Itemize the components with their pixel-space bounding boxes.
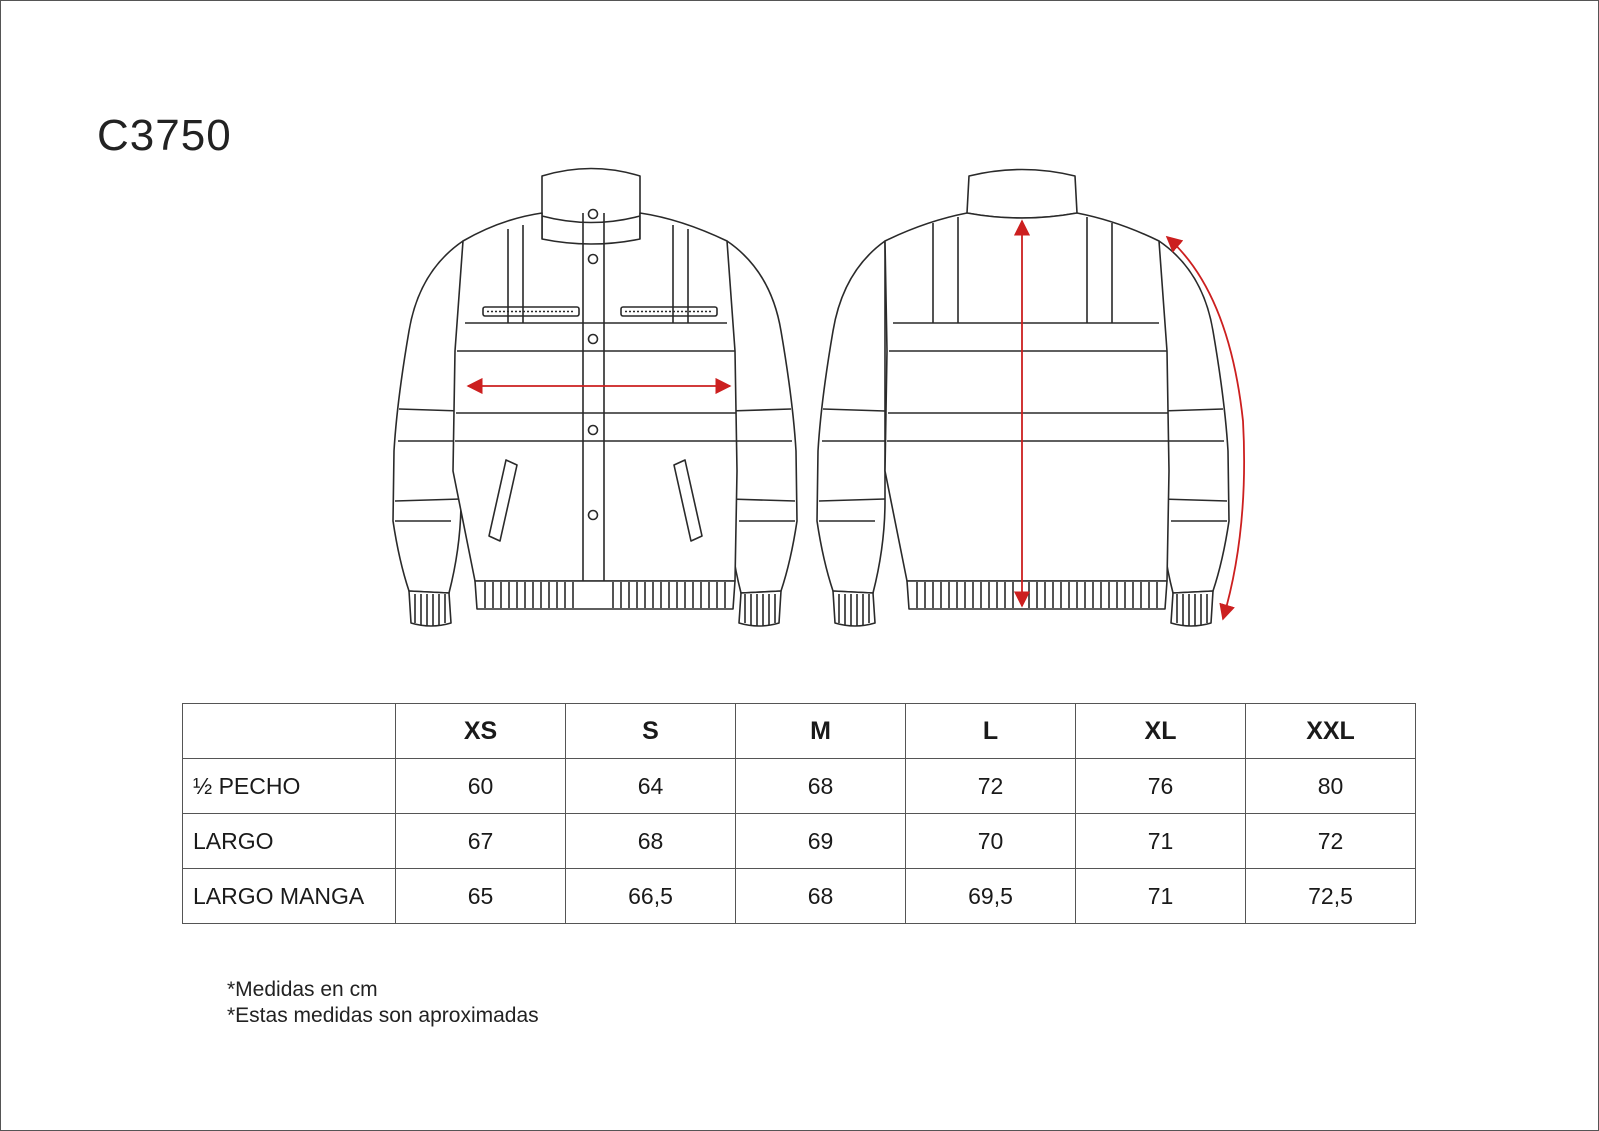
size-table (182, 703, 1416, 924)
table-row-length (183, 814, 1416, 869)
note-approx: *Estas medidas son aproximadas (227, 1004, 539, 1027)
size-header: S (566, 704, 736, 759)
table-cell: 60 (396, 759, 566, 814)
table-cell: 66,5 (566, 869, 736, 924)
table-corner-cell (183, 704, 396, 759)
size-header: L (906, 704, 1076, 759)
table-cell: 70 (906, 814, 1076, 869)
size-header-row (183, 704, 1416, 759)
table-cell: 69 (736, 814, 906, 869)
table-cell: 71 (1076, 869, 1246, 924)
jacket-front-view (393, 169, 797, 627)
table-cell: 76 (1076, 759, 1246, 814)
row-label: LARGO (183, 814, 396, 869)
notes (227, 977, 539, 1029)
size-header: M (736, 704, 906, 759)
note-units: *Medidas en cm (227, 978, 378, 1001)
table-cell: 68 (736, 759, 906, 814)
table-row-chest (183, 759, 1416, 814)
table-row-sleeve (183, 869, 1416, 924)
table-cell: 72 (1246, 814, 1416, 869)
size-header: XL (1076, 704, 1246, 759)
table-cell: 72,5 (1246, 869, 1416, 924)
row-label: LARGO MANGA (183, 869, 396, 924)
table-cell: 65 (396, 869, 566, 924)
size-header: XS (396, 704, 566, 759)
table-cell: 68 (566, 814, 736, 869)
table-cell: 68 (736, 869, 906, 924)
table-cell: 71 (1076, 814, 1246, 869)
table-cell: 80 (1246, 759, 1416, 814)
table-cell: 67 (396, 814, 566, 869)
model-code: C3750 (97, 111, 232, 160)
row-label: ½ PECHO (183, 759, 396, 814)
size-header: XXL (1246, 704, 1416, 759)
table-cell: 64 (566, 759, 736, 814)
jacket-drawings (1, 1, 1598, 661)
table-cell: 69,5 (906, 869, 1076, 924)
table-cell: 72 (906, 759, 1076, 814)
